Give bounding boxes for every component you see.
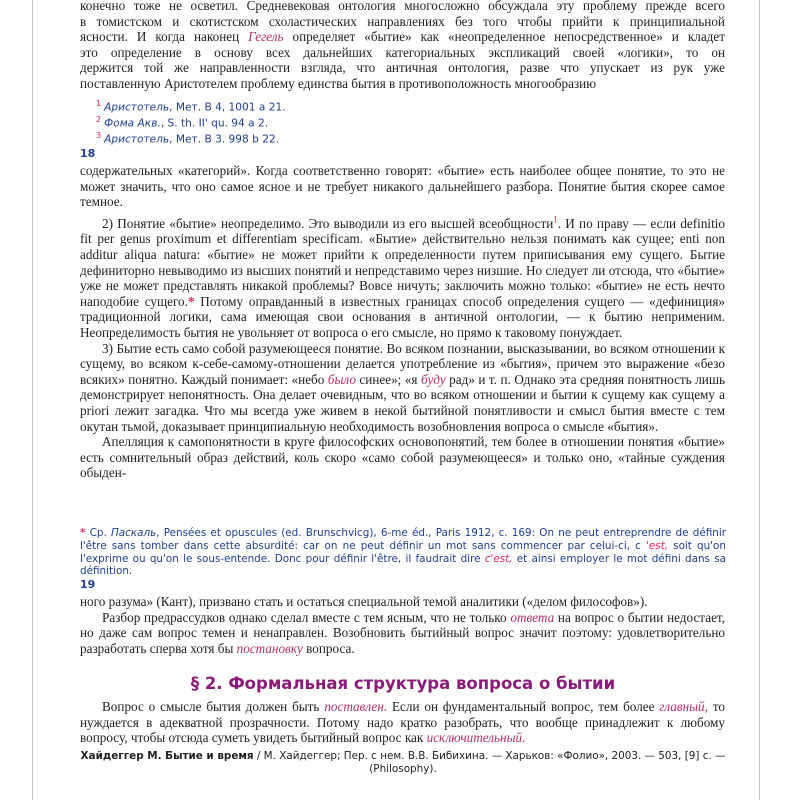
bibliographic-citation: Хайдеггер М. Бытие и время / М. Хайдеггер; Пер. с нем. В.В. Бибихина. — Харьков: «Фолио», 2003. — 503, [9] с. — (Philosophy). xyxy=(80,750,726,775)
body-text-2 xyxy=(80,594,725,656)
page-border-right xyxy=(759,0,760,800)
paragraph: 3) Бытие есть само собой разумеющееся понятие. Во всяком познании, высказывании, во всяком отношении к сущему, во всяком к-себе-самому-отношении делается употребление из «бытия», причем это выражение «безо всяких» понятно. Каждый понимает: «небо было синее»; «я буду рад» и т. п. Однако эта средняя понятность лишь демонстрирует непонятность. Она делает очевидным, что во всяком отношении и бытии к сущему как сущему а priori лежит загадка. Что мы всегда уже живем в некой бытийной понятливости и смысл бытия вместе с тем окутан тьмой, доказывает принципиальную необходимость возобновления вопроса о смысле «бытия». xyxy=(80,340,725,434)
body-text-3 xyxy=(80,699,725,746)
text-line: держится той же направленности взгляда, что античная онтология, разве что упускает из рук уже xyxy=(80,60,725,76)
body-text xyxy=(80,163,725,481)
paragraph: 2) Понятие «бытие» неопределимо. Это выводили из его высшей всеобщности$^1$. И по праву — если definitio fit per genus proximum et differentiam specificam. «Бытие» действительно нельзя понимать как сущее; enti non additur aliqua natura: «бытие» не может прийти к определенности путем приписывания ему сущего. Бытие дефиниторно невыводимо из высших понятий и непредставимо через низшие. Но следует ли отсюда, что «бытие» уже не может представлять никакой проблемы? Вовсе ничуть; заключить можно только: «бытие» не есть нечто наподобие сущего.* Потому оправданный в известных границах способ определения сущего — «дефиниция» традиционной логики, сама имеющая свои основания в античной онтологии, — к бытию неприменим. Неопределимость бытия не увольняет от вопроса о его смысле, но прямо к таковому понуждает. xyxy=(80,214,726,340)
paragraph: содержательных «категорий». Когда соответственно говорят: «бытие» есть наиболее общее понятие, то это не может значить, что оно самое ясное и не требует никакого дальнейшего разбора. Понятие бытия скорее самое темное. xyxy=(80,163,725,210)
page-border-left xyxy=(32,0,33,800)
text-line: в томистском и скотистском схоластических направлениях без того чтобы прийти к принципиальной xyxy=(80,13,725,29)
footnote-star: * Ср. Паскаль, Pensées et opuscules (ed. Brunschvicg), 6-me éd., Paris 1912, с. 169: On ne peut entreprendre de définir l'être sans tomber dans cette absurdité: car on ne peut définir un mot sans commencer par celui-ci, c 'est, soit qu'on l'exprime ou qu'on le sous-entende. Donc pour définir l'être, il faudrait dire c'est, et ainsi employer le mot défini dans sa définition. xyxy=(80,527,726,578)
section-heading: § 2. Формальная структура вопроса о бытии xyxy=(190,674,616,693)
text-line: это определение в основу всех дальнейших категориальных экспликаций своей «логики», то он xyxy=(80,44,725,60)
paragraph: Разбор предрассудков однако сделал вместе с тем ясным, что не только ответа на вопрос о бытии недостает, но даже сам вопрос темен и ненаправлен. Возобновить бытийный вопрос значит поэтому: удовлетворительно разработать сперва хотя бы постановку вопроса. xyxy=(80,609,725,656)
page-number: 19 xyxy=(80,578,96,591)
footnote-ref-star: * xyxy=(187,293,195,309)
footnote-ref: 1 xyxy=(553,214,558,225)
page-number: 18 xyxy=(80,147,96,160)
text-line: поставленную Аристотелем проблему единства бытия в противоположность многообразию xyxy=(80,75,597,91)
text-line: ясности. И когда наконец Гегель определяет «бытие» как «неопределенное непосредственное» и кладет xyxy=(80,29,726,45)
text-line: конечно тоже не осветил. Средневековая онтология многосложно обсуждала эту проблему прежде всего xyxy=(80,0,725,13)
footnote: $^3$ Аристотель, Мет. В 3. 998 b 22. xyxy=(96,131,280,146)
footnote: $^1$ Аристотель, Мет. В 4, 1001 а 21. xyxy=(96,99,286,114)
footnote: $^2$ Фома Акв., S. th. II' qu. 94 а 2. xyxy=(96,115,269,130)
paragraph: Вопрос о смысле бытия должен быть поставлен. Если он фундаментальный вопрос, тем более главный, то нуждается в адекватной прозрачности. Потому надо кратко разобрать, что вообще принадлежит к любому вопросу, чтобы отсюда суметь увидеть бытийный вопрос как исключительный. xyxy=(80,699,725,746)
paragraph: Апелляция к самопонятности в круге философских основопонятий, тем более в отношении понятия «бытие» есть сомнительный образ действий, коль скоро «само собой разумеющееся» и только оно, «тайные суждения обыден- xyxy=(80,434,725,481)
top-paragraph xyxy=(80,0,725,92)
paragraph: ного разума» (Кант), призвано стать и остаться специальной темой аналитики («делом философов»). xyxy=(80,594,648,609)
hegel-name: Гегель xyxy=(248,29,284,45)
